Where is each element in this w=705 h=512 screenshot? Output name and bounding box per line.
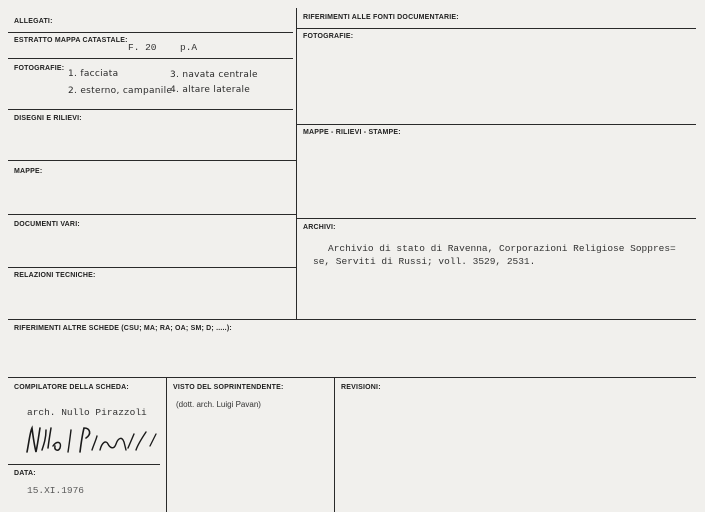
compilatore-name: arch. Nullo Pirazzoli bbox=[27, 407, 147, 418]
compilatore-label: COMPILATORE DELLA SCHEDA: bbox=[14, 384, 129, 391]
divider bbox=[297, 28, 696, 29]
divider bbox=[8, 319, 696, 320]
divider bbox=[334, 378, 335, 512]
divider bbox=[8, 377, 696, 378]
estratto-mappa-label: ESTRATTO MAPPA CATASTALE: bbox=[14, 37, 128, 44]
divider bbox=[8, 160, 296, 161]
estratto-foglio: F. 20 bbox=[128, 42, 157, 53]
fotografie-label: FOTOGRAFIE: bbox=[14, 65, 65, 72]
visto-name: (dott. arch. Luigi Pavan) bbox=[176, 400, 261, 409]
foto-item-2: 2. esterno, campanile bbox=[68, 86, 173, 96]
divider bbox=[296, 8, 297, 319]
riferimenti-fonti-label: RIFERIMENTI ALLE FONTI DOCUMENTARIE: bbox=[303, 14, 459, 21]
foto-item-1: 1. facciata bbox=[68, 69, 119, 79]
divider bbox=[8, 32, 293, 33]
divider bbox=[297, 124, 696, 125]
archivi-label: ARCHIVI: bbox=[303, 224, 336, 231]
data-label: DATA: bbox=[14, 470, 36, 477]
divider bbox=[8, 109, 293, 110]
divider bbox=[8, 58, 293, 59]
visto-label: VISTO DEL SOPRINTENDENTE: bbox=[173, 384, 284, 391]
archivi-text-line-1: Archivio di stato di Ravenna, Corporazioni Religiose Soppres= bbox=[328, 243, 676, 254]
documenti-label: DOCUMENTI VARI: bbox=[14, 221, 80, 228]
foto-item-3: 3. navata centrale bbox=[170, 70, 258, 80]
divider bbox=[8, 464, 160, 465]
divider bbox=[8, 214, 296, 215]
revisioni-label: REVISIONI: bbox=[341, 384, 381, 391]
relazioni-label: RELAZIONI TECNICHE: bbox=[14, 272, 96, 279]
archivi-text-line-2: se, Serviti di Russi; voll. 3529, 2531. bbox=[313, 256, 536, 267]
foto-item-4: 4. altare laterale bbox=[170, 85, 251, 95]
mappe-label: MAPPE: bbox=[14, 168, 43, 175]
riferimenti-altre-schede-label: RIFERIMENTI ALTRE SCHEDE (CSU; MA; RA; OA; SM; D; .....): bbox=[14, 325, 232, 332]
fotografie-fonti-label: FOTOGRAFIE: bbox=[303, 33, 354, 40]
divider bbox=[297, 218, 696, 219]
divider bbox=[8, 267, 296, 268]
data-value: 15.XI.1976 bbox=[27, 485, 85, 496]
mappe-rilievi-label: MAPPE - RILIEVI - STAMPE: bbox=[303, 129, 401, 136]
signature bbox=[24, 422, 160, 456]
estratto-particella: p.A bbox=[180, 42, 198, 53]
divider bbox=[166, 378, 167, 512]
disegni-label: DISEGNI E RILIEVI: bbox=[14, 115, 82, 122]
allegati-label: ALLEGATI: bbox=[14, 18, 53, 25]
